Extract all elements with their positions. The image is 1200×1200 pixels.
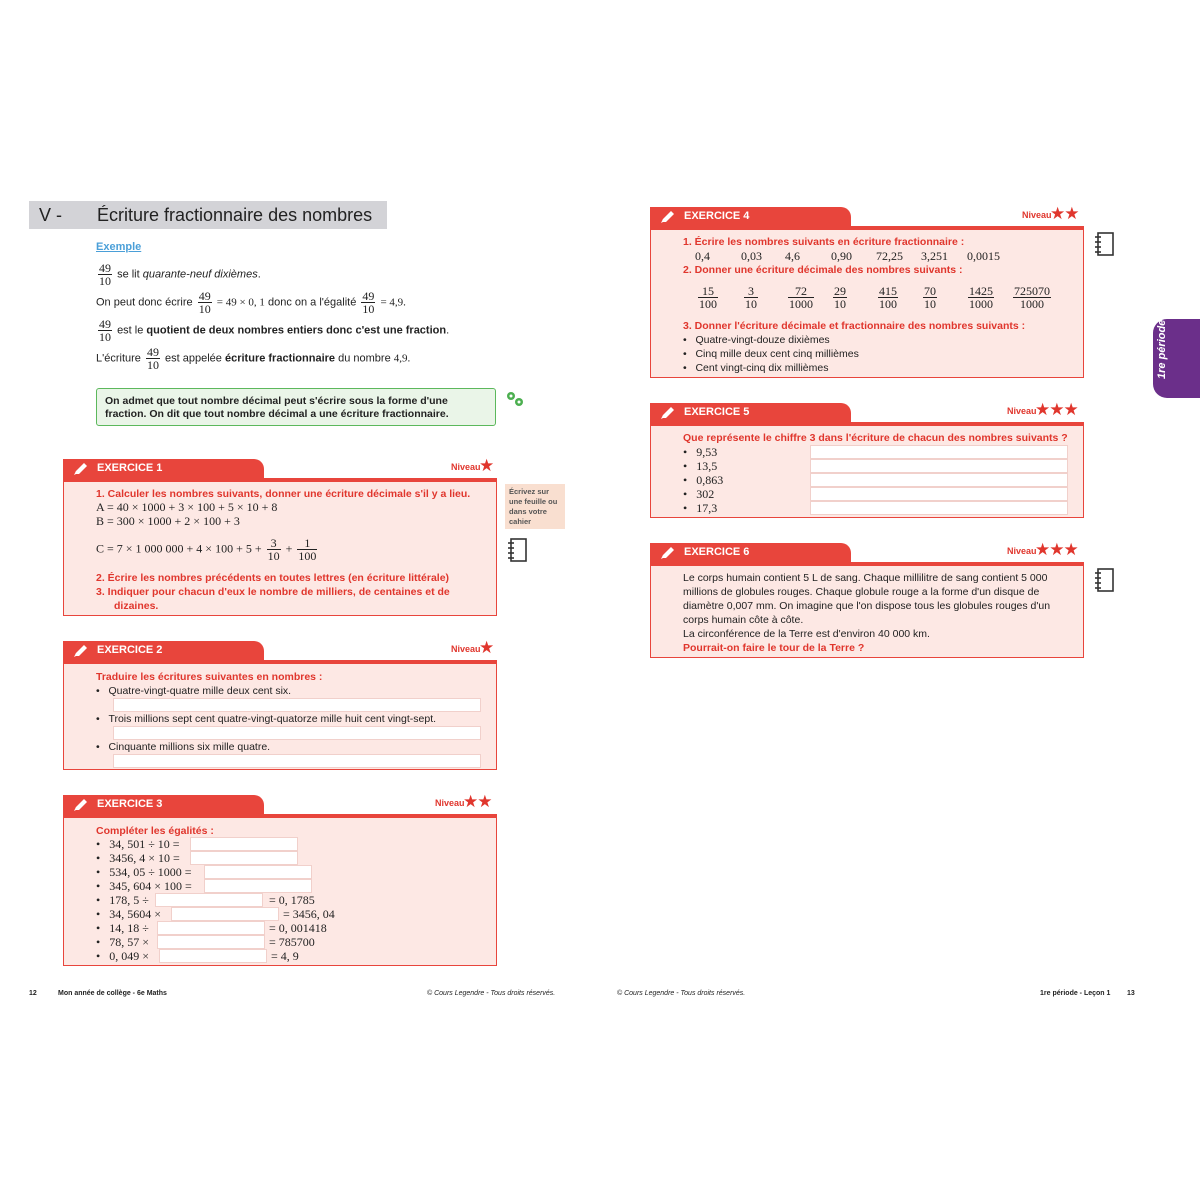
right-page-number: 13 [1127, 990, 1135, 997]
difficulty-stars: ★★ [463, 792, 492, 811]
niveau-label: Niveau [1022, 210, 1052, 220]
list-item: • Quatre-vingt-quatre mille deux cent six. [96, 685, 292, 697]
exercise-4-title: EXERCICE 4 [684, 210, 750, 222]
exercise-4-card [650, 204, 1084, 378]
difficulty-stars: ★ [479, 638, 494, 657]
niveau-label: Niveau [435, 798, 465, 808]
exercise-1-q1: 1. Calculer les nombres suivants, donner une écriture décimale s'il y a lieu. [96, 488, 471, 500]
list-item: • 0,863 [683, 473, 724, 487]
answer-field[interactable] [810, 487, 1068, 501]
fraction-item: $\frac{15}{100}$ [699, 284, 717, 311]
exercise-1-title: EXERCICE 1 [97, 462, 163, 474]
equation-result: = 0, 001418 [269, 921, 327, 935]
notebook-icon [1093, 232, 1115, 256]
pencil-icon [660, 210, 676, 224]
difficulty-stars: ★ [479, 456, 494, 475]
example-line-1: $\frac{49}{10}$ se lit quarante-neuf dixièmes. [99, 261, 261, 288]
decimal-number: 3,251 [921, 249, 948, 263]
list-item: • 17,3 [683, 501, 718, 515]
equation-result: = 4, 9 [271, 949, 299, 963]
exercise-5-instruction: Que représente le chiffre 3 dans l'écriture de chacun des nombres suivants ? [683, 432, 1068, 444]
exercise-3-title: EXERCICE 3 [97, 798, 163, 810]
equation-result: = 0, 1785 [269, 893, 315, 907]
fraction-item: $\frac{29}{10}$ [834, 284, 846, 311]
answer-field[interactable] [190, 851, 298, 865]
period-tab-label: 1re période [1156, 319, 1168, 379]
answer-field[interactable] [810, 473, 1068, 487]
side-note: Écrivez sur une feuille ou dans votre cahier [505, 484, 565, 529]
fraction-item: $\frac{725070}{1000}$ [1014, 284, 1050, 311]
list-item: • 9,53 [683, 445, 718, 459]
pencil-icon [73, 462, 89, 476]
fraction-item: $\frac{70}{10}$ [924, 284, 936, 311]
exercise-1-q2: 2. Écrire les nombres précédents en toutes lettres (en écriture littérale) [96, 572, 450, 584]
exercise-1-q3: 3. Indiquer pour chacun d'eux le nombre de milliers, de centaines et de [96, 586, 450, 598]
exercise-2-tab [63, 641, 264, 661]
example-line-4: L'écriture $\frac{49}{10}$ est appelée écriture fractionnaire du nombre 4,9. [96, 345, 411, 372]
exercise-4-tab [650, 207, 851, 227]
expression-b: B = 300 × 1000 + 2 × 100 + 3 [96, 514, 240, 528]
left-book-title: Mon année de collège - 6e Maths [58, 990, 167, 997]
exercise-1-tab [63, 459, 264, 479]
problem-line: La circonférence de la Terre est d'environ 40 000 km. [683, 628, 930, 640]
period-tab[interactable] [1153, 319, 1200, 398]
fraction-item: $\frac{1425}{1000}$ [969, 284, 993, 311]
niveau-label: Niveau [451, 644, 481, 654]
problem-line: millions de globules rouges. Chaque globule rouge a la forme d'un disque de [683, 586, 1040, 598]
fraction-49-10: $\frac{49}{10}$ [99, 261, 111, 288]
notebook-icon [506, 538, 528, 562]
list-item: • Cinq mille deux cent cinq millièmes [683, 348, 859, 360]
problem-line: diamètre 0,007 mm. On imagine que l'on dispose tous les globules rouges d'un [683, 600, 1051, 612]
pencil-icon [73, 798, 89, 812]
problem-line: corps humain côte à côte. [683, 614, 804, 626]
problem-line: Le corps humain contient 5 L de sang. Chaque millilitre de sang contient 5 000 [683, 572, 1048, 584]
decimal-number: 72,25 [876, 249, 903, 263]
list-item: • 302 [683, 487, 715, 501]
equation-item: • 345, 604 × 100 = [96, 879, 192, 893]
equation-item: • 3456, 4 × 10 = [96, 851, 180, 865]
answer-field[interactable] [113, 754, 481, 768]
equation-item: • 14, 18 ÷ [96, 921, 149, 935]
right-copyright: © Cours Legendre - Tous droits réservés. [617, 990, 746, 997]
list-item: • Trois millions sept cent quatre-vingt-quatorze mille huit cent vingt-sept. [96, 713, 437, 725]
exercise-6-tab [650, 543, 851, 563]
list-item: • Quatre-vingt-douze dixièmes [683, 334, 830, 346]
equation-item: • 78, 57 × [96, 935, 149, 949]
niveau-label: Niveau [451, 462, 481, 472]
answer-field[interactable] [155, 893, 263, 907]
difficulty-stars: ★★★ [1035, 540, 1078, 559]
answer-field[interactable] [810, 501, 1068, 515]
difficulty-stars: ★★ [1050, 204, 1079, 223]
left-copyright: © Cours Legendre - Tous droits réservés. [427, 990, 556, 997]
exercise-2-card [63, 638, 497, 770]
example-line-3: $\frac{49}{10}$ est le quotient de deux nombres entiers donc c'est une fraction. [99, 317, 450, 344]
exercise-3-instruction: Compléter les égalités : [96, 825, 214, 837]
answer-field[interactable] [204, 879, 312, 893]
right-lesson-title: 1re période - Leçon 1 [1040, 990, 1111, 997]
exercise-1-card [63, 456, 497, 616]
fraction-item: $\frac{72}{1000}$ [789, 284, 813, 311]
difficulty-stars: ★★★ [1035, 400, 1078, 419]
left-page-number: 12 [29, 990, 37, 997]
exercise-4-q1: 1. Écrire les nombres suivants en écriture fractionnaire : [683, 236, 965, 248]
answer-field[interactable] [810, 459, 1068, 473]
example-label: Exemple [96, 241, 142, 253]
definition-box [96, 388, 496, 426]
decimal-number: 0,4 [695, 249, 710, 263]
pencil-icon [660, 546, 676, 560]
list-item: • Cent vingt-cinq dix millièmes [683, 362, 829, 374]
answer-field[interactable] [204, 865, 312, 879]
equation-result: = 3456, 04 [283, 907, 335, 921]
equation-result: = 785700 [269, 935, 315, 949]
decimal-number: 4,6 [785, 249, 800, 263]
niveau-label: Niveau [1007, 406, 1037, 416]
notebook-icon [1093, 568, 1115, 592]
section-number: V - [39, 205, 63, 225]
equation-item: • 34, 5604 × [96, 907, 161, 921]
exercise-2-title: EXERCICE 2 [97, 644, 163, 656]
definition-text: On admet que tout nombre décimal peut s'écrire sous la forme d'une fraction. On dit que tout nombre décimal a une écriture fractionnaire. [105, 395, 449, 420]
decimal-number: 0,0015 [967, 249, 1000, 263]
section-header [29, 201, 387, 229]
equation-item: • 34, 501 ÷ 10 = [96, 837, 180, 851]
fraction-item: $\frac{415}{100}$ [879, 284, 897, 311]
answer-field[interactable] [113, 726, 481, 740]
decimal-number: 0,90 [831, 249, 852, 263]
answer-field[interactable] [113, 698, 481, 712]
exercise-5-title: EXERCICE 5 [684, 406, 750, 418]
example-line-2: On peut donc écrire $\frac{49}{10}$ = 49 × 0, 1 donc on a l'égalité $\frac{49}{10}$ = 4,9. [96, 289, 406, 316]
answer-field[interactable] [157, 935, 265, 949]
exercise-2-instruction: Traduire les écritures suivantes en nombres : [96, 671, 323, 683]
list-item: • 13,5 [683, 459, 718, 473]
answer-field[interactable] [190, 837, 298, 851]
equation-item: • 0, 049 × [96, 949, 149, 963]
list-item: • Cinquante millions six mille quatre. [96, 741, 271, 753]
exercise-3-card [63, 792, 497, 966]
section-title: Écriture fractionnaire des nombres [97, 205, 373, 225]
answer-field[interactable] [157, 921, 265, 935]
exercise-1-q3-cont: dizaines. [114, 600, 159, 612]
decimal-number: 0,03 [741, 249, 762, 263]
pencil-icon [73, 644, 89, 658]
expression-a: A = 40 × 1000 + 3 × 100 + 5 × 10 + 8 [96, 500, 278, 514]
answer-field[interactable] [159, 949, 267, 963]
exercise-4-q3: 3. Donner l'écriture décimale et fractionnaire des nombres suivants : [683, 320, 1026, 332]
exercise-6-title: EXERCICE 6 [684, 546, 750, 558]
exercise-6-card [650, 540, 1084, 658]
pencil-icon [660, 406, 676, 420]
exercise-3-tab [63, 795, 264, 815]
exercise-5-tab [650, 403, 851, 423]
expression-c: C = 7 × 1 000 000 + 4 × 100 + 5 + $\frac{3}{10}$ + $\frac{1}{100}$ [96, 536, 317, 563]
answer-field[interactable] [171, 907, 279, 921]
problem-question: Pourrait-on faire le tour de la Terre ? [683, 642, 865, 654]
fraction-item: $\frac{3}{10}$ [745, 284, 757, 311]
answer-field[interactable] [810, 445, 1068, 459]
equation-item: • 534, 05 ÷ 1000 = [96, 865, 192, 879]
exercise-5-card [650, 400, 1084, 518]
equation-item: • 178, 5 ÷ [96, 893, 149, 907]
niveau-label: Niveau [1007, 546, 1037, 556]
gears-icon [504, 390, 526, 408]
exercise-4-q2: 2. Donner une écriture décimale des nombres suivants : [683, 264, 963, 276]
